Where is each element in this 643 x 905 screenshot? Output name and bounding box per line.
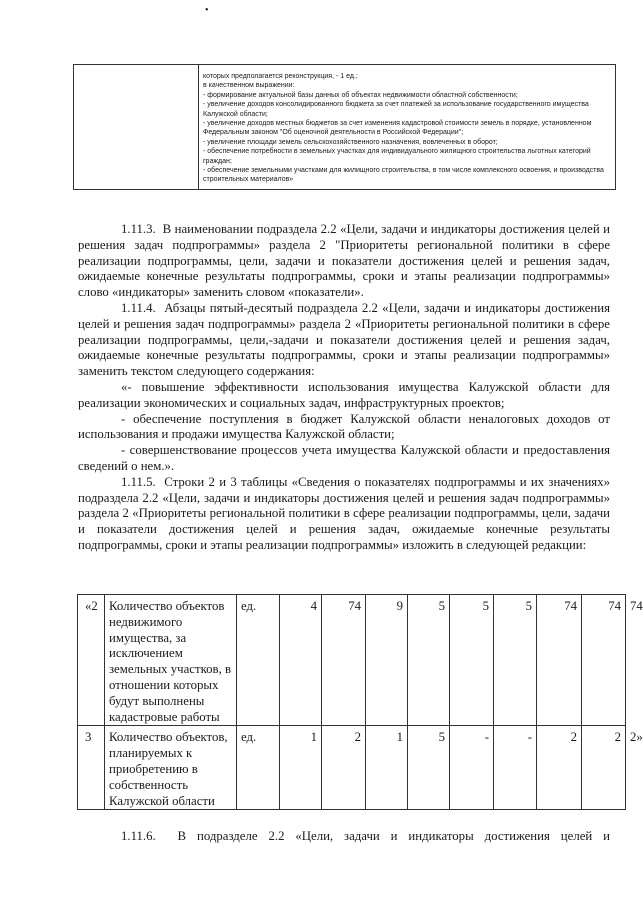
result-line: в качественном выражении:	[203, 82, 295, 90]
value-cell: 74	[537, 595, 582, 726]
value-cell: 5	[408, 595, 450, 726]
paragraph-1-11-5: 1.11.5. Строки 2 и 3 таблицы «Сведения о показателях подпрограммы и их значениях» подраздела 2.2 «Цели, задачи и индикаторы достижения целей и решения задач подпрограммы» раздела 2 «Приоритеты региональной политики в сфере реализации подпрограммы, цели, задачи и показатели достижения целей и решения задач, ожидаемые конечные результаты подпрограммы, сроки и этапы реализации подпрограммы» изложить в следующей редакции:	[78, 474, 610, 552]
table-row: «2 Количество объектов недвижимого имущества, за исключением земельных участков, в отношении которых будут выполнены кадастровые работы ед. 4 74 9 5 5 5 74 74 74	[78, 595, 626, 726]
result-line: - обеспечение потребности в земельных участках для индивидуального жилищного строительства льготных категорий граждан;	[203, 148, 591, 165]
previous-table-fragment	[73, 64, 616, 190]
indicator-name: Количество объектов недвижимого имущества, за исключением земельных участков, в отношении которых будут выполнены кадастровые работы	[105, 595, 237, 726]
paragraph-1-11-6	[78, 829, 610, 845]
row-number: 3	[78, 726, 105, 810]
empty-cell	[74, 65, 199, 189]
value-cell: 2	[322, 726, 366, 810]
indicator-name: Количество объектов, планируемых к приобретению в собственность Калужской области	[105, 726, 237, 810]
value-cell: -	[450, 726, 494, 810]
goal-item: - совершенствование процессов учета имущества Калужской области и предоставления сведений о нем.».	[78, 443, 610, 473]
goal-item: - обеспечение поступления в бюджет Калужской области неналоговых доходов от использования и продажи имущества Калужской области;	[78, 411, 610, 442]
value-cell: 74	[582, 595, 626, 726]
value-cell: 1	[280, 726, 322, 810]
result-line: - обеспечение земельными участками для жилищного строительства, в том числе комплексного освоения, и производства строительных материалов»	[203, 167, 604, 184]
unit-cell: ед.	[237, 595, 280, 726]
unit-cell: ед.	[237, 726, 280, 810]
result-line: - увеличение доходов консолидированного бюджета за счет платежей за использование государственного имущества Калужской области;	[203, 101, 589, 118]
value-cell: 74	[322, 595, 366, 726]
value-cell: 5	[494, 595, 537, 726]
result-line: которых предполагается реконструкция, - 1 ед.;	[203, 73, 358, 80]
goal-item: «- повышение эффективности использования имущества Калужской области для реализации экономических и социальных задач, инфраструктурных проектов;	[78, 379, 610, 410]
scan-dot-mark: •	[205, 5, 209, 16]
paragraph-1-11-3: 1.11.3. В наименовании подраздела 2.2 «Цели, задачи и индикаторы достижения целей и решения задач подпрограммы» раздела 2 "Приоритеты региональной политики в сфере реализации подпрограммы, цели, задачи и показатели достижения целей и решения задач, ожидаемые конечные результаты подпрограммы, сроки и этапы реализации подпрограммы» слово «индикаторы» заменить словом «показатели».	[78, 222, 610, 300]
value-cell: -	[494, 726, 537, 810]
paragraph-1-11-4: 1.11.4. Абзацы пятый-десятый подраздела 2.2 «Цели, задачи и индикаторы достижения целей и решения задач подпрограммы» раздела 2 «Приоритеты региональной политики в сфере реализации подпрограммы, цели,-задачи и показатели достижения целей и решения задач, ожидаемые конечные результаты подпрограммы, сроки и этапы реализации подпрограммы» заменить текстом следующего содержания:	[78, 300, 610, 379]
result-line: - увеличение доходов местных бюджетов за счет изменения кадастровой стоимости земель в порядке, установленном Федеральным законом "Об оценочной деятельности в Российской Федерации";	[203, 120, 592, 137]
result-line: - формирование актуальной базы данных об объектах недвижимости областной собственности;	[203, 91, 518, 99]
expected-results-cell	[199, 65, 615, 189]
table-row: 3 Количество объектов, планируемых к приобретению в собственность Калужской области ед. 1 2 1 5 - - 2 2 2»	[78, 726, 626, 810]
row-number: «2	[78, 595, 105, 726]
indicators-table	[77, 594, 643, 810]
amendment-text	[78, 222, 610, 554]
value-cell: 2	[537, 726, 582, 810]
value-cell: 9	[366, 595, 408, 726]
value-cell: 1	[366, 726, 408, 810]
result-line: - увеличение площади земель сельскохозяйственного назначения, вовлеченных в оборот;	[203, 138, 498, 146]
value-cell: 5	[450, 595, 494, 726]
paragraph-1-11-6-text: 1.11.6. В подразделе 2.2 «Цели, задачи и индикаторы достижения целей и	[121, 829, 610, 843]
value-cell: 2	[582, 726, 626, 810]
value-cell: 4	[280, 595, 322, 726]
value-cell: 5	[408, 726, 450, 810]
